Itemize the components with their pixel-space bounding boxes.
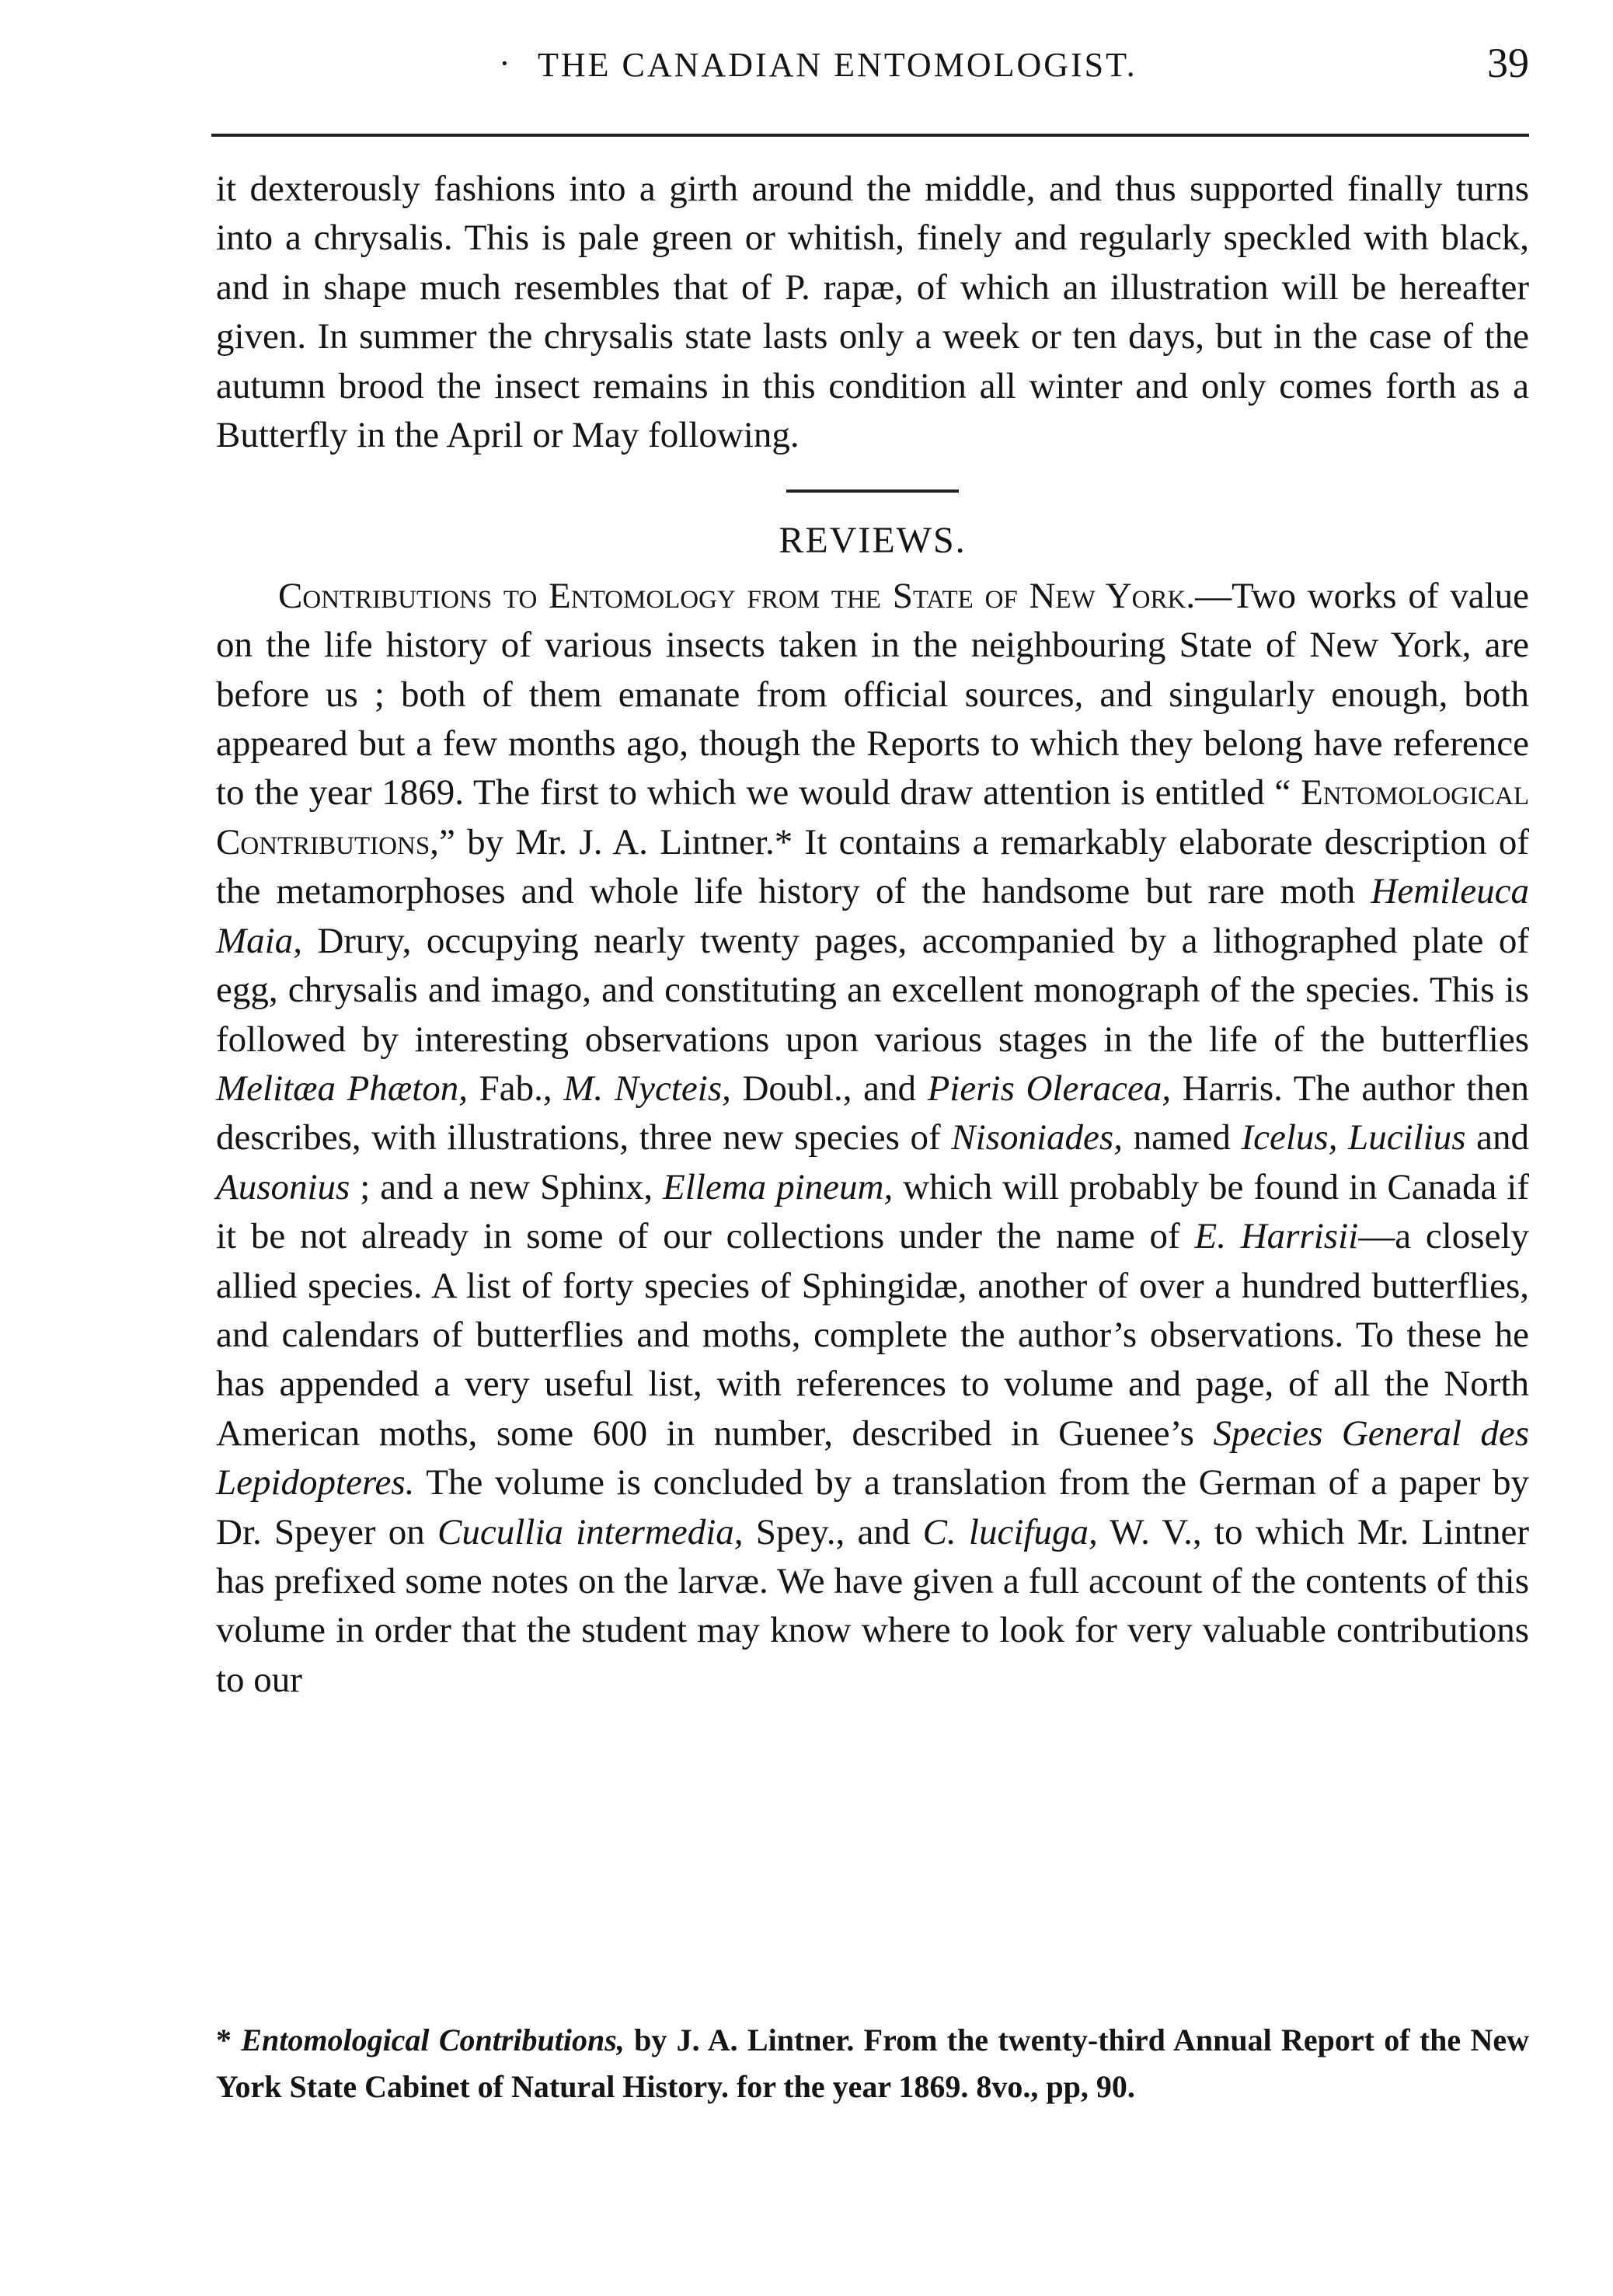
page-body bbox=[216, 165, 1529, 1705]
footnote bbox=[216, 2017, 1529, 2110]
review-text: ; and a new Sphinx, bbox=[350, 1166, 664, 1207]
review-text: The volume is concluded by a translation from the German of a paper by Dr. Speyer on bbox=[216, 1462, 1529, 1552]
header-marker: · bbox=[499, 44, 513, 82]
review-text: —Two works of value on the life history of various insects taken in the neighbouring State of New York, are before us ; both of them emanate from official sources, and singularly enough, both appeared but a few months ago, though the Reports to which they belong have reference to the year 1869. The first to which we would draw attention is entitled “ bbox=[216, 575, 1530, 814]
review-text: ” by Mr. J. A. Lintner.* It contains a remarkably elaborate description of the metamorphoses and whole life history of the handsome but rare moth bbox=[216, 821, 1529, 912]
footnote-marker: * bbox=[216, 2023, 242, 2057]
review-text: named bbox=[1122, 1117, 1242, 1158]
review-text: Spey., and bbox=[743, 1511, 923, 1552]
species-name: Melitæa Phæton, bbox=[216, 1068, 469, 1109]
review-text: which will probably be found in Canada if it be not already in some of our collections under the name of bbox=[216, 1166, 1529, 1257]
species-name: C. lucifuga, bbox=[922, 1511, 1098, 1552]
review-text: —a closely allied species. A list of forty species of Sphingidæ, another of over a hundred butterflies, and calendars of butterflies and moths, complete the author’s observations. To these he has appended a very useful list, with references to volume and page, of all the North American moths, some 600 in number, described in Guenee’s bbox=[216, 1216, 1529, 1454]
species-name: Icelus, Lucilius bbox=[1241, 1117, 1466, 1158]
section-divider bbox=[786, 490, 959, 493]
review-paragraph bbox=[216, 572, 1529, 1705]
review-text: Fab., bbox=[468, 1068, 564, 1109]
species-name: M. Nycteis, bbox=[563, 1068, 731, 1109]
species-name: E. Harrisii bbox=[1194, 1216, 1359, 1257]
species-name: Pieris Oleracea, bbox=[927, 1068, 1172, 1109]
page-number: 39 bbox=[1487, 40, 1529, 86]
species-name: Hemileuca Maia, bbox=[216, 871, 1529, 961]
section-heading: REVIEWS. bbox=[779, 520, 967, 562]
species-name: Nisoniades, bbox=[951, 1117, 1123, 1158]
cited-title: Species General des Lepidopteres. bbox=[216, 1413, 1529, 1503]
footnote-text bbox=[216, 2017, 1529, 2110]
review-text: W. V., to which Mr. Lintner has prefixed some notes on the larvæ. We have given a full account of the contents of this volume in order that the student may know where to look for very valuable contributions to our bbox=[216, 1511, 1530, 1700]
journal-title: THE CANADIAN ENTOMOLOGIST. bbox=[538, 46, 1137, 84]
footnote-title: Entomological Contributions, bbox=[241, 2023, 625, 2057]
species-name: Cucullia intermedia, bbox=[437, 1511, 744, 1552]
review-text: Doubl., and bbox=[730, 1068, 928, 1109]
footnote-body: by J. A. Lintner. From the twenty-third Annual Report of the New York State Cabinet of Natural History. for the year 1869. 8vo., pp, 90. bbox=[216, 2023, 1529, 2104]
species-name: Ellema pineum, bbox=[663, 1166, 894, 1207]
review-text: Drury, occupying nearly twenty pages, accompanied by a lithographed plate of egg, chrysalis and imago, and constituting an excellent monograph of the species. This is followed by interesting observations upon various stages in the life of the butterflies bbox=[216, 920, 1529, 1060]
intro-paragraph: it dexterously fashions into a girth around the middle, and thus supported finally turns into a chrysalis. This is pale green or whitish, finely and regularly speckled with black, and in shape much resembles that of P. rapæ, of which an illustration will be hereafter given. In summer the chrysalis state lasts only a week or ten days, but in the case of the autumn brood the insect remains in this condition all winter and only comes forth as a Butterfly in the April or May following. bbox=[216, 169, 1529, 456]
cited-title: Entomological Contributions, bbox=[216, 772, 1529, 862]
review-text: Harris. The author then describes, with illustrations, three new species of bbox=[216, 1068, 1529, 1158]
header-rule bbox=[211, 134, 1529, 137]
article-title: Contributions to Entomology from the State of New York. bbox=[278, 575, 1196, 616]
running-header bbox=[211, 39, 1529, 109]
review-text: and bbox=[1465, 1117, 1530, 1158]
species-name: Ausonius bbox=[216, 1166, 350, 1207]
